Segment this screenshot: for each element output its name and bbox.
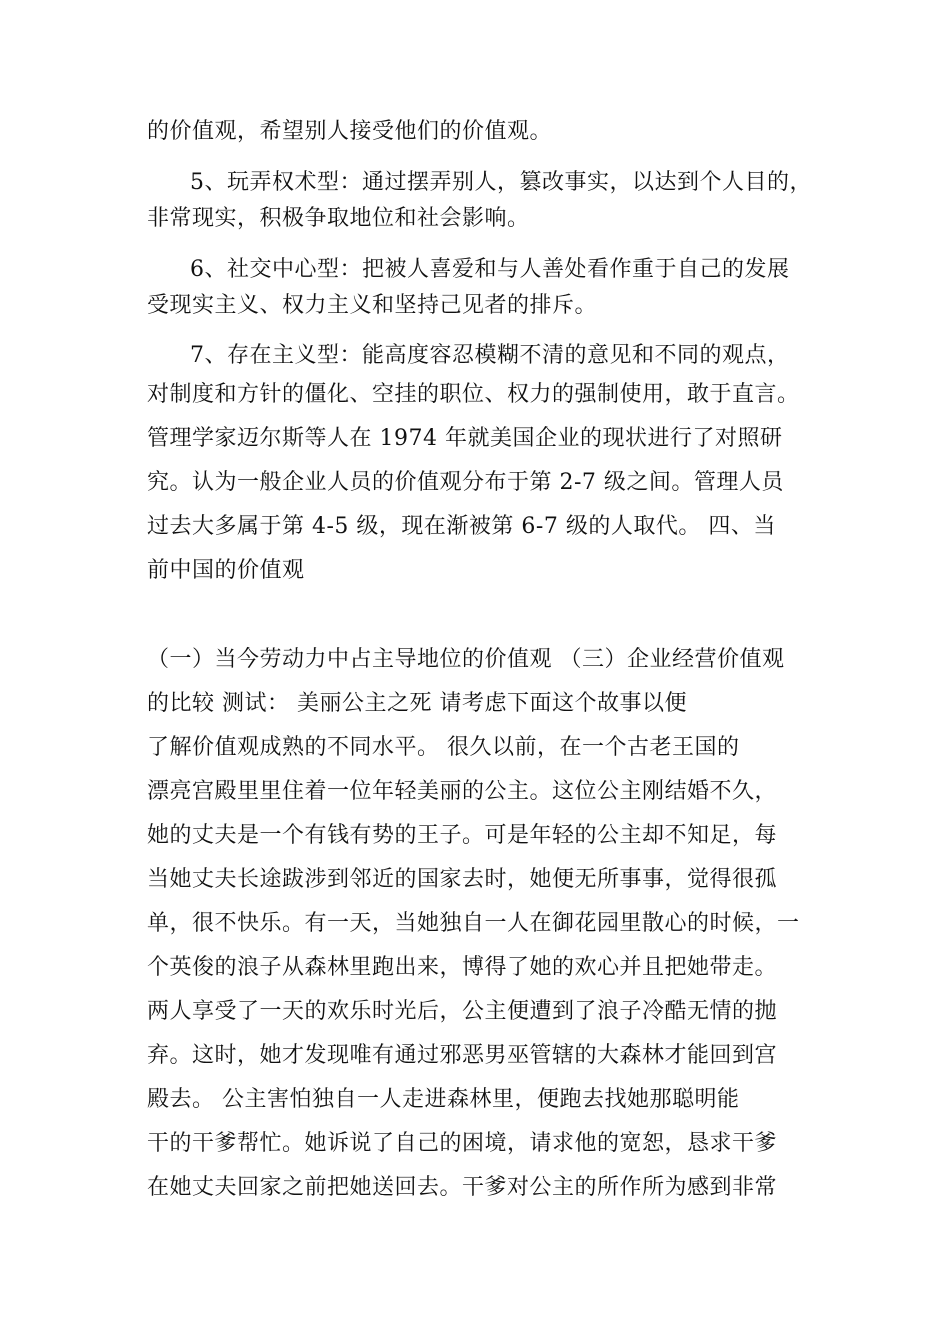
text-line: 她的丈夫是一个有钱有势的王子。可是年轻的公主却不知足，每 <box>147 823 778 848</box>
text-line: 6、社交中心型：把被人喜爱和与人善处看作重于自己的发展 <box>190 257 790 282</box>
text-line: 漂亮宫殿里里住着一位年轻美丽的公主。这位公主刚结婚不久， <box>147 779 778 804</box>
text-line: （一）当今劳动力中占主导地位的价值观 （三）企业经营价值观 <box>147 647 785 672</box>
text-line: 非常现实，积极争取地位和社会影响。 <box>147 206 530 231</box>
text-line: 弃。这时，她才发现唯有通过邪恶男巫管辖的大森林才能回到宫 <box>147 1043 778 1068</box>
text-line: 7、存在主义型：能高度容忍模糊不清的意见和不同的观点， <box>190 343 790 368</box>
text-line: 殿去。 公主害怕独自一人走进森林里，便跑去找她那聪明能 <box>147 1087 740 1112</box>
text-line: 干的干爹帮忙。她诉说了自己的困境，请求他的宽恕，恳求干爹 <box>147 1131 778 1156</box>
text-line: 单，很不快乐。有一天，当她独自一人在御花园里散心的时候，一 <box>147 911 800 936</box>
text-line: 在她丈夫回家之前把她送回去。干爹对公主的所作所为感到非常 <box>147 1175 778 1200</box>
text-line: 过去大多属于第 4-5 级，现在渐被第 6-7 级的人取代。 四、当 <box>147 514 776 539</box>
text-line: 两人享受了一天的欢乐时光后，公主便遭到了浪子冷酷无情的抛 <box>147 999 778 1024</box>
text-line: 了解价值观成熟的不同水平。 很久以前，在一个古老王国的 <box>147 735 740 760</box>
text-line: 管理学家迈尔斯等人在 1974 年就美国企业的现状进行了对照研 <box>147 426 783 451</box>
text-line: 的价值观，希望别人接受他们的价值观。 <box>147 119 553 144</box>
text-line: 究。认为一般企业人员的价值观分布于第 2-7 级之间。管理人员 <box>147 470 784 495</box>
text-line: 5、玩弄权术型：通过摆弄别人，篡改事实，以达到个人目的， <box>190 170 812 195</box>
text-line: 对制度和方针的僵化、空挂的职位、权力的强制使用，敢于直言。 <box>147 382 800 407</box>
text-line: 个英俊的浪子从森林里跑出来，博得了她的欢心并且把她带走。 <box>147 955 778 980</box>
text-line: 前中国的价值观 <box>147 558 305 583</box>
text-line: 的比较 测试： 美丽公主之死 请考虑下面这个故事以便 <box>147 691 687 716</box>
text-line: 当她丈夫长途跋涉到邻近的国家去时，她便无所事事，觉得很孤 <box>147 867 778 892</box>
text-line: 受现实主义、权力主义和坚持己见者的排斥。 <box>147 293 598 318</box>
